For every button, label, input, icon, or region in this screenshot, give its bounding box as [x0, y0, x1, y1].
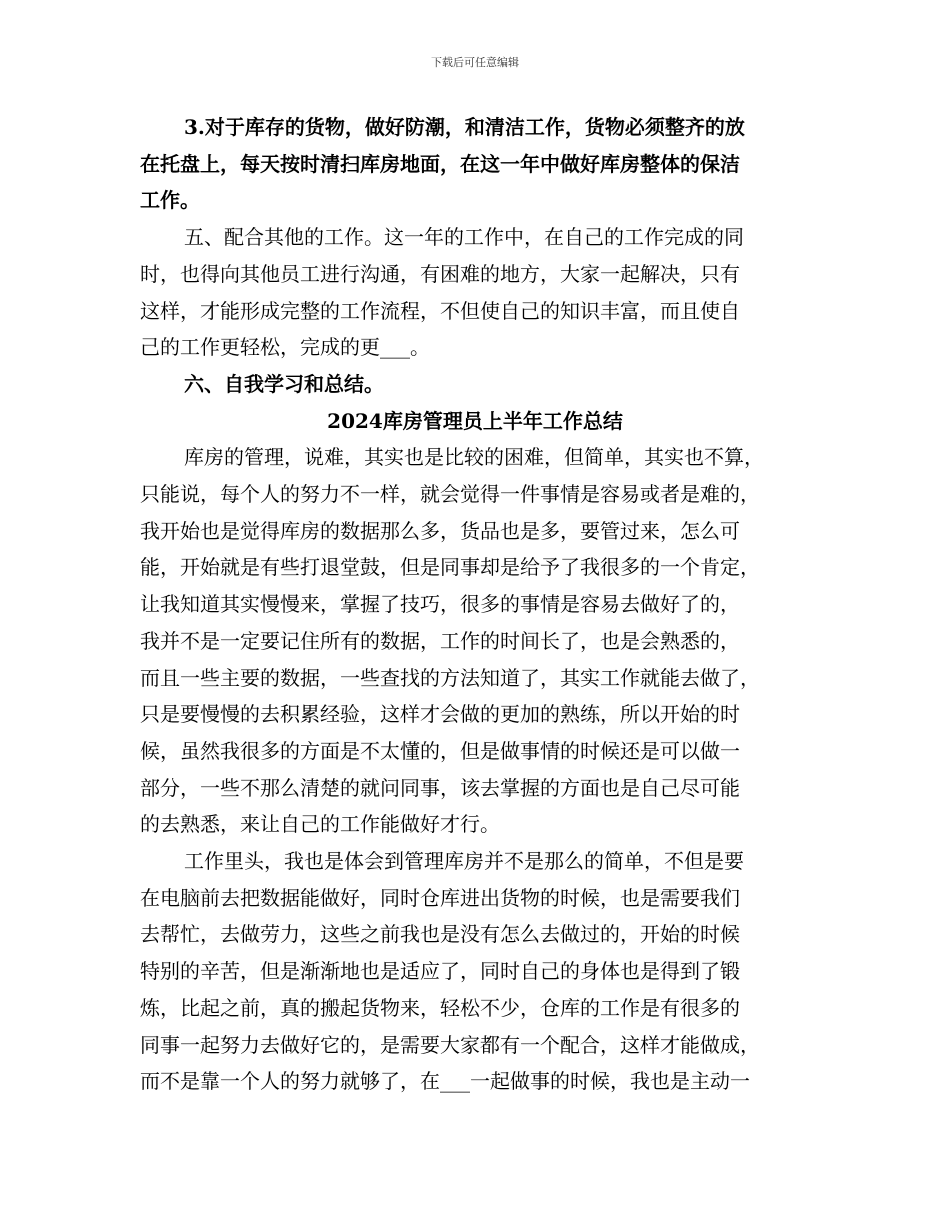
text-line: 特别的辛苦，但是渐渐地也是适应了，同时自己的身体也是得到了锻 — [140, 959, 740, 984]
page-header: 下载后可任意编辑 — [431, 56, 519, 69]
text-line: 我并不是一定要记住所有的数据，工作的时间长了，也是会熟悉的， — [140, 628, 740, 653]
text-line: 六、自我学习和总结。 — [184, 371, 384, 396]
text-line: 我开始也是觉得库房的数据那么多，货品也是多，要管过来，怎么可 — [140, 518, 740, 543]
text-line: 让我知道其实慢慢来，掌握了技巧，很多的事情是容易去做好了的， — [140, 592, 740, 617]
text-line: 在电脑前去把数据能做好，同时仓库进出货物的时候，也是需要我们 — [140, 885, 740, 910]
text-line: 候，虽然我很多的方面是不太懂的，但是做事情的时候还是可以做一 — [140, 738, 740, 763]
text-line: 能，开始就是有些打退堂鼓，但是同事却是给予了我很多的一个肯定， — [140, 555, 760, 580]
text-line: 的去熟悉，来让自己的工作能做好才行。 — [140, 812, 500, 837]
text-line: 库房的管理，说难，其实也是比较的困难，但简单，其实也不算， — [184, 445, 764, 470]
text-line: 去帮忙，去做劳力，这些之前我也是没有怎么去做过的，开始的时候 — [140, 922, 740, 947]
text-line: 3.对于库存的货物，做好防潮，和清洁工作，货物必须整齐的放 — [184, 115, 745, 139]
text-line: 己的工作更轻松，完成的更___。 — [140, 335, 430, 360]
text-line: 只能说，每个人的努力不一样，就会觉得一件事情是容易或者是难的， — [140, 482, 760, 506]
text-line: 只是要慢慢的去积累经验，这样才会做的更加的熟练，所以开始的时 — [140, 702, 740, 727]
text-line: 炼，比起之前，真的搬起货物来，轻松不少，仓库的工作是有很多的 — [140, 995, 740, 1020]
text-line: 而且一些主要的数据，一些查找的方法知道了，其实工作就能去做了， — [140, 665, 760, 690]
text-line: 这样，才能形成完整的工作流程，不但使自己的知识丰富，而且使自 — [140, 298, 740, 323]
text-line: 工作。 — [140, 188, 200, 213]
text-line: 在托盘上，每天按时清扫库房地面，在这一年中做好库房整体的保洁 — [140, 151, 740, 176]
text-line: 五、配合其他的工作。这一年的工作中，在自己的工作完成的同 — [184, 225, 744, 250]
text-line: 同事一起努力去做好它的，是需要大家都有一个配合，这样才能做成， — [140, 1032, 760, 1057]
text-line: 时，也得向其他员工进行沟通，有困难的地方，大家一起解决，只有 — [140, 261, 740, 286]
section-title: 2024库房管理员上半年工作总结 — [327, 408, 623, 433]
text-line: 而不是靠一个人的努力就够了，在___一起做事的时候，我也是主动一 — [140, 1069, 750, 1094]
text-line: 部分，一些不那么清楚的就问同事，该去掌握的方面也是自己尽可能 — [140, 775, 740, 800]
text-line: 工作里头，我也是体会到管理库房并不是那么的简单，不但是要 — [184, 849, 744, 873]
